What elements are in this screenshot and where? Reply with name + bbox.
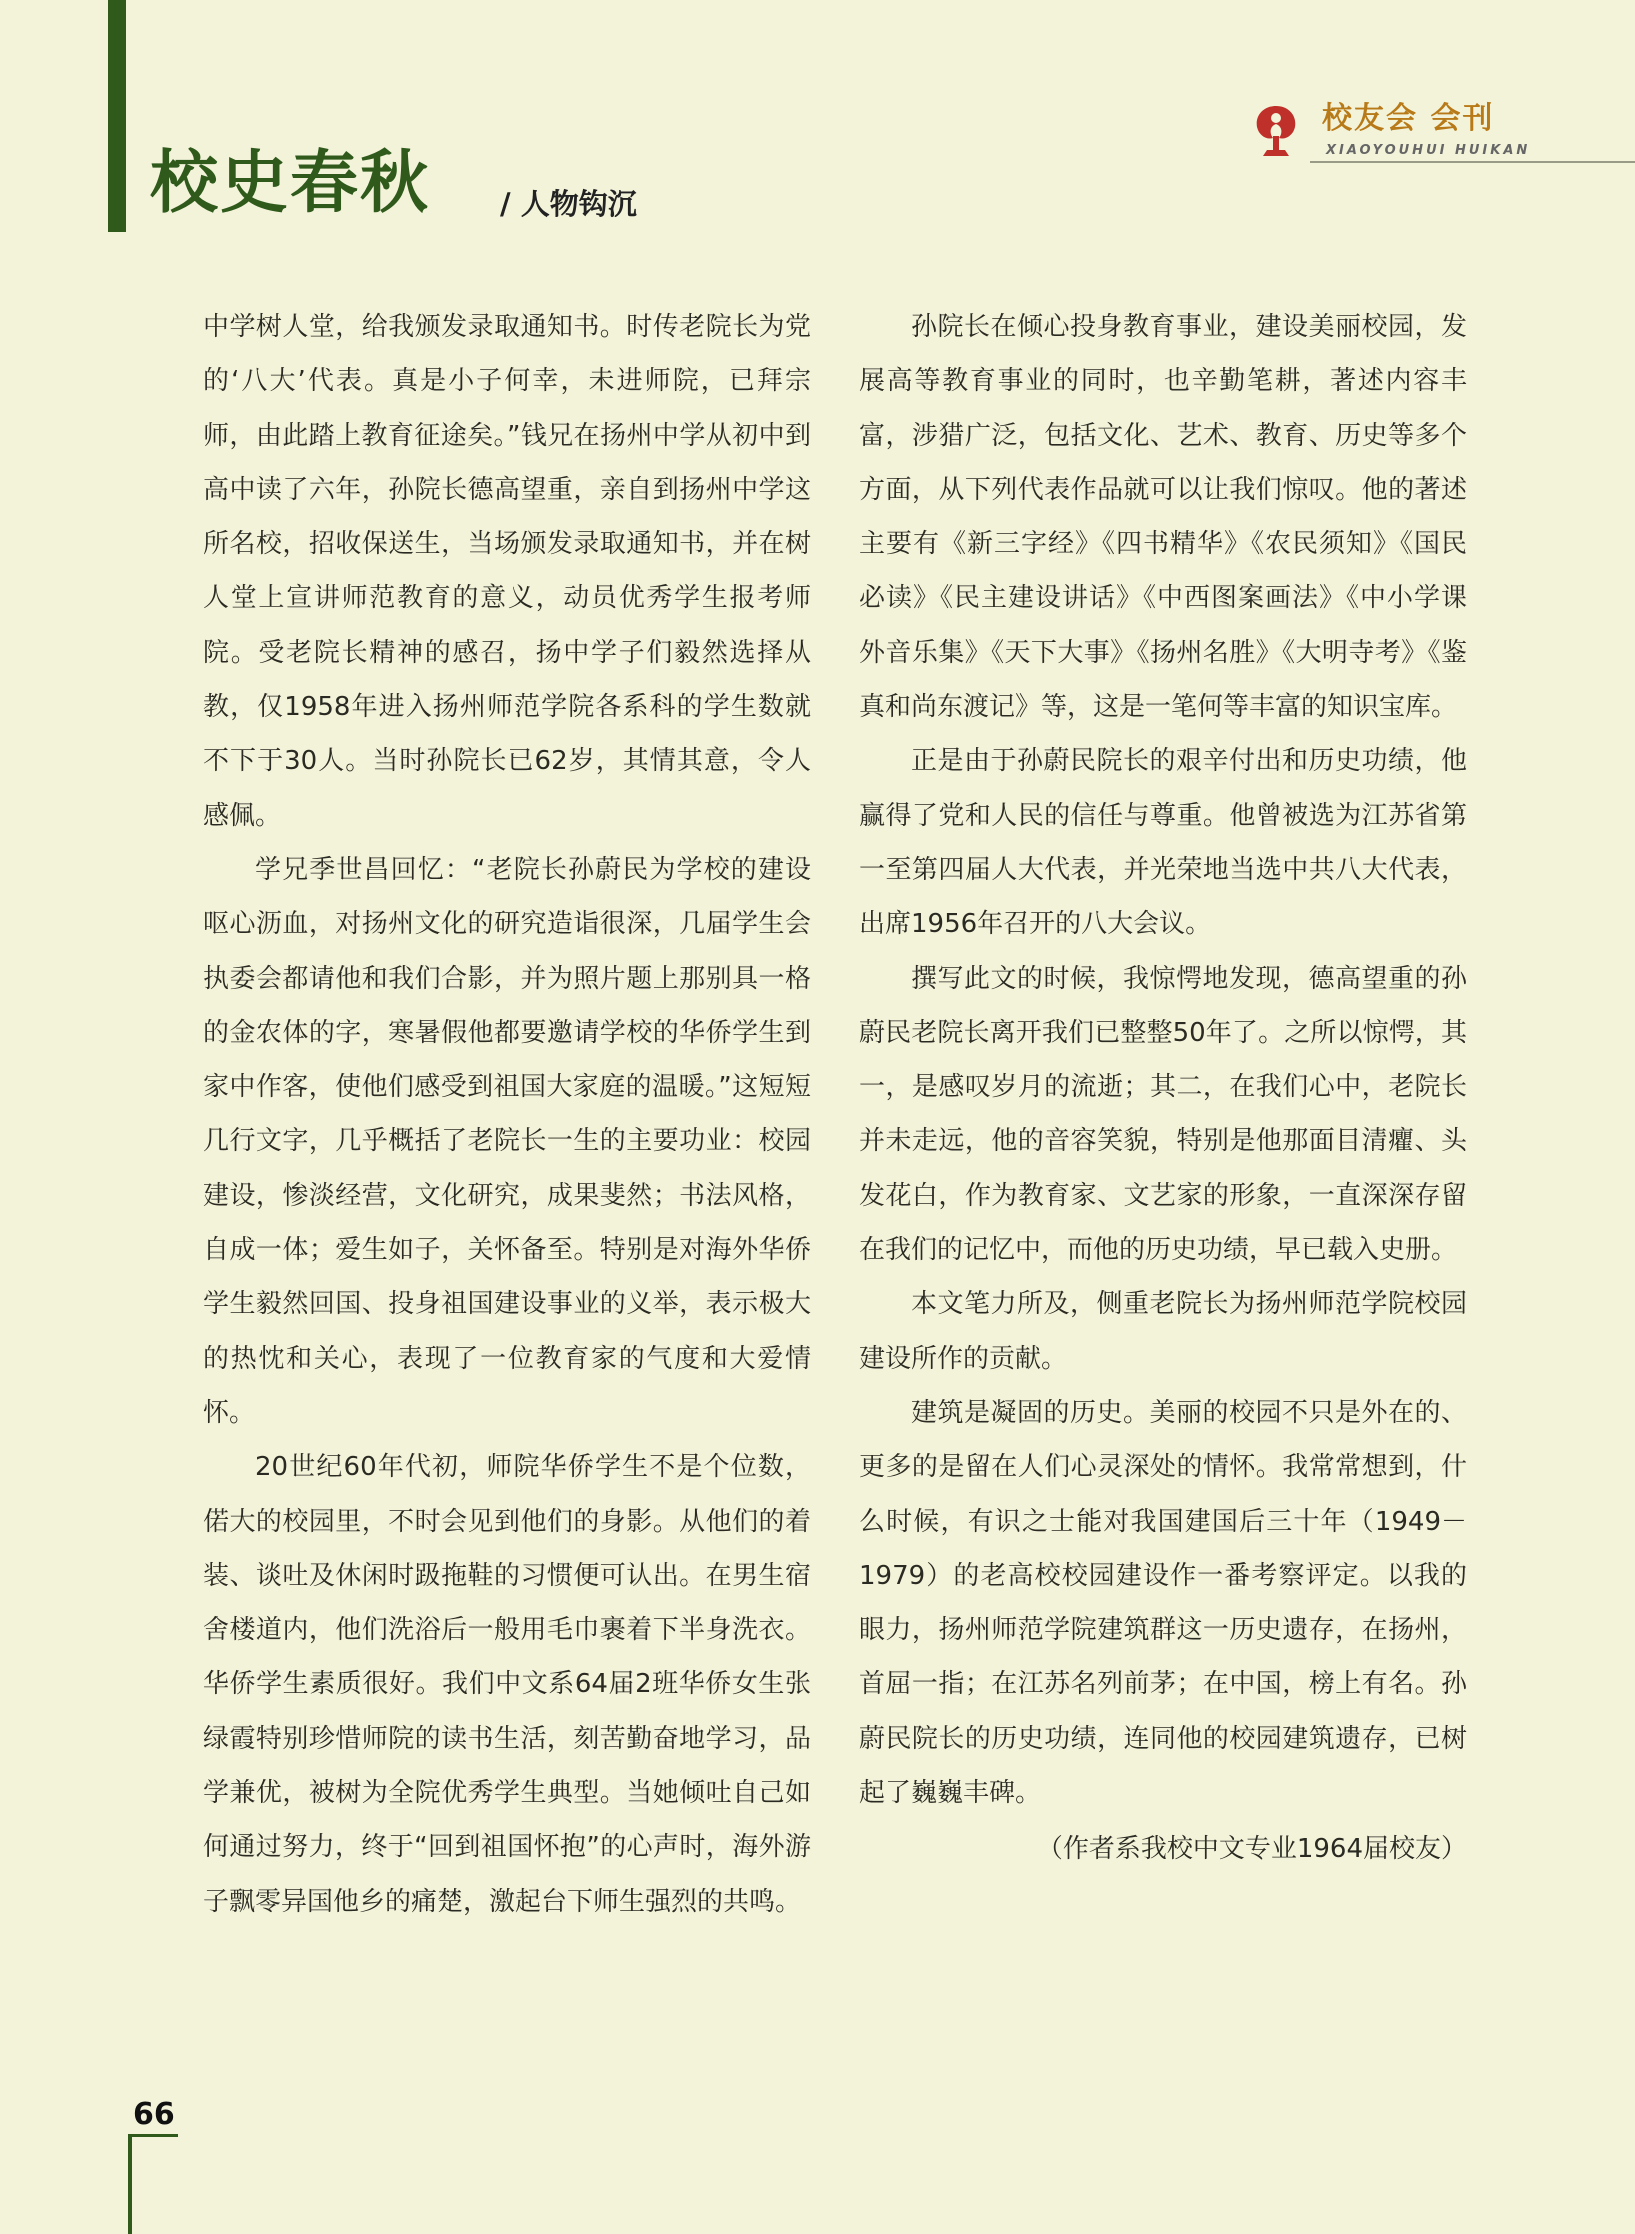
paragraph: 建筑是凝固的历史。美丽的校园不只是外在的、更多的是留在人们心灵深处的情怀。我常常想到，什么时候，有识之士能对我国建国后三十年（1949－1979）的老高校校园建设作一番考察评定。以我的眼力，扬州师范学院建筑群这一历史遗存，在扬州，首屈一指；在江苏名列前茅；在中国，榜上有名。孙蔚民院长的历史功绩，连同他的校园建筑遗存，已树起了巍巍丰碑。	[859, 1397, 1467, 1809]
section-title: 校史春秋	[150, 144, 431, 223]
tree-flame-logo-icon	[1245, 100, 1307, 162]
paragraph: 孙院长在倾心投身教育事业，建设美丽校园，发展高等教育事业的同时，也辛勤笔耕，著述内容丰富，涉猎广泛，包括文化、艺术、教育、历史等多个方面，从下列代表作品就可以让我们惊叹。他的著述主要有《新三字经》《四书精华》《农民须知》《国民必读》《民主建设讲话》《中西图案画法》《中小学课外音乐集》《天下大事》《扬州名胜》《大明寺考》《鉴真和尚东渡记》等，这是一笔何等丰富的知识宝库。	[859, 312, 1467, 723]
section-accent-bar	[108, 0, 126, 232]
footer-rule	[128, 2134, 178, 2137]
paragraph: 学兄季世昌回忆：“老院长孙蔚民为学校的建设呕心沥血，对扬州文化的研究造诣很深，几届学生会执委会都请他和我们合影，并为照片题上那别具一格的金农体的字，寒暑假他都要邀请学校的华侨学生到家中作客，使他们感受到祖国大家庭的温暖。”这短短几行文字，几乎概括了老院长一生的主要功业：校园建设，惨淡经营，文化研究，成果斐然；书法风格，自成一体；爱生如子，关怀备至。特别是对海外华侨学生毅然回国、投身祖国建设事业的义举，表示极大的热忱和关心，表现了一位教育家的气度和大爱情怀。	[203, 854, 811, 1428]
footer-accent-bar	[128, 2134, 132, 2234]
magazine-brand-cn: 校友会 会刊	[1322, 101, 1495, 136]
paragraph: 本文笔力所及，侧重老院长为扬州师范学院校园建设所作的贡献。	[859, 1289, 1467, 1374]
paragraph: 撰写此文的时候，我惊愕地发现，德高望重的孙蔚民老院长离开我们已整整50年了。之所以惊愕，其一，是感叹岁月的流逝；其二，在我们心中，老院长并未走远，他的音容笑貌，特别是他那面目清癯、头发花白，作为教育家、文艺家的形象，一直深深存留在我们的记忆中，而他的历史功绩，早已载入史册。	[859, 963, 1467, 1266]
paragraph: 正是由于孙蔚民院长的艰辛付出和历史功绩，他赢得了党和人民的信任与尊重。他曾被选为江苏省第一至第四届人大代表，并光荣地当选中共八大代表，出席1956年召开的八大会议。	[859, 746, 1467, 940]
page-number: 66	[133, 2097, 175, 2132]
right-column	[859, 300, 1467, 1877]
header-rule	[1310, 161, 1635, 163]
magazine-brand-en: XIAOYOUHUI HUIKAN	[1326, 143, 1531, 158]
left-column	[203, 300, 811, 1929]
author-byline: （作者系我校中文专业1964届校友）	[1036, 1834, 1467, 1865]
paragraph: 中学树人堂，给我颁发录取通知书。时传老院长为党的‘八大’代表。真是小子何幸，未进师院，已拜宗师，由此踏上教育征途矣。”钱兄在扬州中学从初中到高中读了六年，孙院长德高望重，亲自到扬州中学这所名校，招收保送生，当场颁发录取通知书，并在树人堂上宣讲师范教育的意义，动员优秀学生报考师院。受老院长精神的感召，扬中学子们毅然选择从教，仅1958年进入扬州师范学院各系科的学生数就不下于30人。当时孙院长已62岁，其情其意，令人感佩。	[203, 312, 811, 831]
paragraph: 20世纪60年代初，师院华侨学生不是个位数，偌大的校园里，不时会见到他们的身影。从他们的着装、谈吐及休闲时趿拖鞋的习惯便可认出。在男生宿舍楼道内，他们洗浴后一般用毛巾裹着下半身洗衣。华侨学生素质很好。我们中文系64届2班华侨女生张绿霞特别珍惜师院的读书生活，刻苦勤奋地学习，品学兼优，被树为全院优秀学生典型。当她倾吐自己如何通过努力，终于“回到祖国怀抱”的心声时，海外游子飘零异国他乡的痛楚，激起台下师生强烈的共鸣。	[203, 1452, 811, 1917]
subsection-title: / 人物钩沉	[500, 187, 637, 221]
